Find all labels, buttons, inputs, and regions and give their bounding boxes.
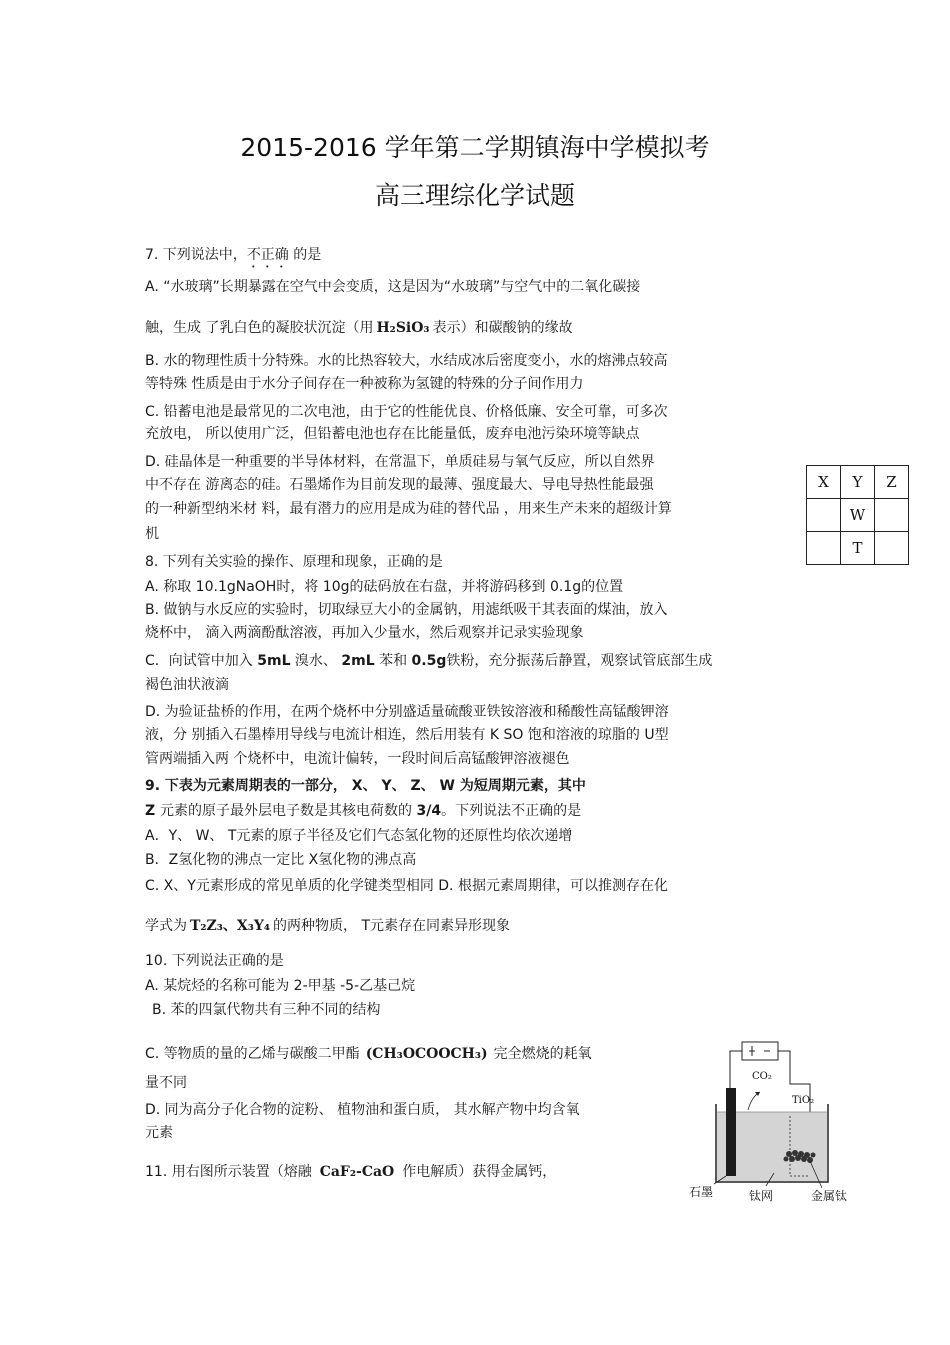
q8-option-b-line1: B. 做钠与水反应的实验时，切取绿豆大小的金属钠，用滤纸吸干其表面的煤油，放入 — [145, 602, 668, 618]
q9-option-c-d: C. X、Y元素形成的常见单质的化学键类型相同 D. 根据元素周期律，可以推测存在化 — [145, 878, 668, 894]
dimethyl-carbonate-formula: (CH₃OCOOCH₃) — [365, 1046, 488, 1062]
q8-option-c-line2: 褐色油状液滴 — [145, 677, 229, 693]
tio2-label: TiO₂ — [792, 1095, 815, 1106]
graphite-electrode — [726, 1088, 736, 1176]
q7-option-b-line1: B. 水的物理性质十分特殊。水的比热容较大，水结成冰后密度变小，水的熔沸点较高 — [145, 353, 668, 369]
electrolysis-apparatus-diagram — [686, 1036, 861, 1204]
q7-option-c-line2: 充放电， 所以使用广泛，但铅蓄电池也存在比能量低，废弃电池污染环境等缺点 — [145, 426, 640, 442]
table-cell-z: Z — [875, 466, 909, 499]
caf2-cao-formula: CaF₂-CaO — [319, 1164, 395, 1180]
q9-option-d-line2: 学式为 T₂Z₃、X₃Y₄ 的两种物质， T元素存在同素异形现象 — [145, 918, 511, 934]
table-cell-empty — [807, 532, 841, 565]
q7-option-b-line2: 等特殊 性质是由于水分子间存在一种被称为氢键的特殊的分子间作用力 — [145, 376, 584, 392]
metal-titanium-label: 金属钛 — [811, 1189, 848, 1203]
q7-option-d-line3: 的一种新型纳米材 料，最有潜力的应用是成为硅的替代品 ，用来生产未来的超级计算 — [145, 501, 672, 517]
table-cell-empty — [875, 532, 909, 565]
graphite-label: 石墨 — [689, 1185, 714, 1199]
wire-left — [730, 1051, 742, 1088]
table-cell-empty — [807, 499, 841, 532]
q10-option-d-line1: D. 同为高分子化合物的淀粉、 植物油和蛋白质， 其水解产物中均含氧 — [145, 1102, 580, 1118]
q9-stem-line1: 9. 下表为元素周期表的一部分， X、 Y、 Z、 W 为短周期元素，其中 — [145, 778, 586, 794]
q9-option-a: A．Y、 W、 T元素的原子半径及它们气态氢化物的还原性均依次递增 — [145, 828, 573, 844]
table-cell-y: Y — [841, 466, 875, 499]
q9-stem-line2: Z 元素的原子最外层电子数是其核电荷数的 3/4。下列说法不正确的是 — [145, 803, 582, 819]
q8-option-a: A. 称取 10.1gNaOH时，将 10g的砝码放在右盘，并将游码移到 0.1g的位置 — [145, 579, 624, 595]
q7-option-a-line1: A. “水玻璃”长期暴露在空气中会变质，这是因为“水玻璃”与空气中的二氧化碳接 — [145, 279, 641, 295]
q8-option-c-line1: C．向试管中加入 5mL 溴水、 2mL 苯和 0.5g铁粉，充分振荡后静置，观察试管底部生成 — [145, 653, 713, 669]
page-subtitle: 高三理综化学试题 — [374, 181, 575, 210]
table-cell-w: W — [841, 499, 875, 532]
h2sio3-formula: H₂SiO₃ — [376, 320, 430, 336]
q11-stem: 11. 用右图所示装置（熔融 CaF₂-CaO 作电解质）获得金属钙， — [145, 1164, 557, 1180]
t2z3-x3y4-formula: T₂Z₃、X₃Y₄ — [190, 918, 271, 934]
q7-option-c-line1: C. 铅蓄电池是最常见的二次电池，由于它的性能优良、价格低廉、安全可靠，可多次 — [145, 404, 668, 420]
q8-option-d-line3: 管两端插入两 个烧杯中，电流计偏转，一段时间后高锰酸钾溶液褪色 — [145, 751, 570, 767]
table-cell-t: T — [841, 532, 875, 565]
titanium-mesh-label: 钛网 — [749, 1189, 774, 1203]
q10-option-b: B. 苯的四氯代物共有三种不同的结构 — [152, 1002, 381, 1018]
q7-emphasis: 不正确 — [246, 247, 289, 263]
q10-option-d-line2: 元素 — [145, 1125, 173, 1141]
q10-option-a: A. 某烷烃的名称可能为 2-甲基 -5-乙基己烷 — [145, 978, 416, 994]
q7-stem: 7. 下列说法中，不正确 的是 — [145, 247, 322, 263]
q7-option-a-line2: 触，生成 了乳白色的凝胶状沉淀（用 H₂SiO₃ 表示）和碳酸钠的缘故 — [145, 320, 573, 336]
q8-option-d-line1: D. 为验证盐桥的作用，在两个烧杯中分别盛适量硫酸亚铁铵溶液和稀酸性高锰酸钾溶 — [145, 704, 669, 720]
q8-stem: 8. 下列有关实验的操作、原理和现象，正确的是 — [145, 554, 443, 570]
periodic-table-fragment — [806, 465, 909, 565]
q9-option-b: B．Z氢化物的沸点一定比 X氢化物的沸点高 — [145, 852, 417, 868]
co2-label: CO₂ — [752, 1071, 772, 1082]
power-supply — [742, 1042, 778, 1060]
q8-option-d-line2: 液，分 别插入石墨棒用导线与电流计相连，然后用装有 K SO 饱和溶液的琼脂的 U型 — [145, 727, 669, 743]
q7-option-d-line1: D. 硅晶体是一种重要的半导体材料，在常温下，单质硅易与氧气反应，所以自然界 — [145, 454, 655, 470]
q7-option-d-line2: 中不存在 游离态的硅。石墨烯作为目前发现的最薄、强度最大、导电导热性能最强 — [145, 477, 654, 493]
q10-stem: 10. 下列说法正确的是 — [145, 953, 284, 969]
table-cell-empty — [875, 499, 909, 532]
page-title: 2015-2016 学年第二学期镇海中学模拟考 — [240, 133, 710, 162]
q10-option-c-line2: 量不同 — [145, 1075, 187, 1091]
q10-option-c-line1: C. 等物质的量的乙烯与碳酸二甲酯 (CH₃OCOOCH₃) 完全燃烧的耗氧 — [145, 1046, 592, 1062]
q7-option-d-line4: 机 — [145, 526, 159, 542]
q8-option-b-line2: 烧杯中， 滴入两滴酚酞溶液，再加入少量水，然后观察并记录实验现象 — [145, 625, 584, 641]
table-cell-x: X — [807, 466, 841, 499]
